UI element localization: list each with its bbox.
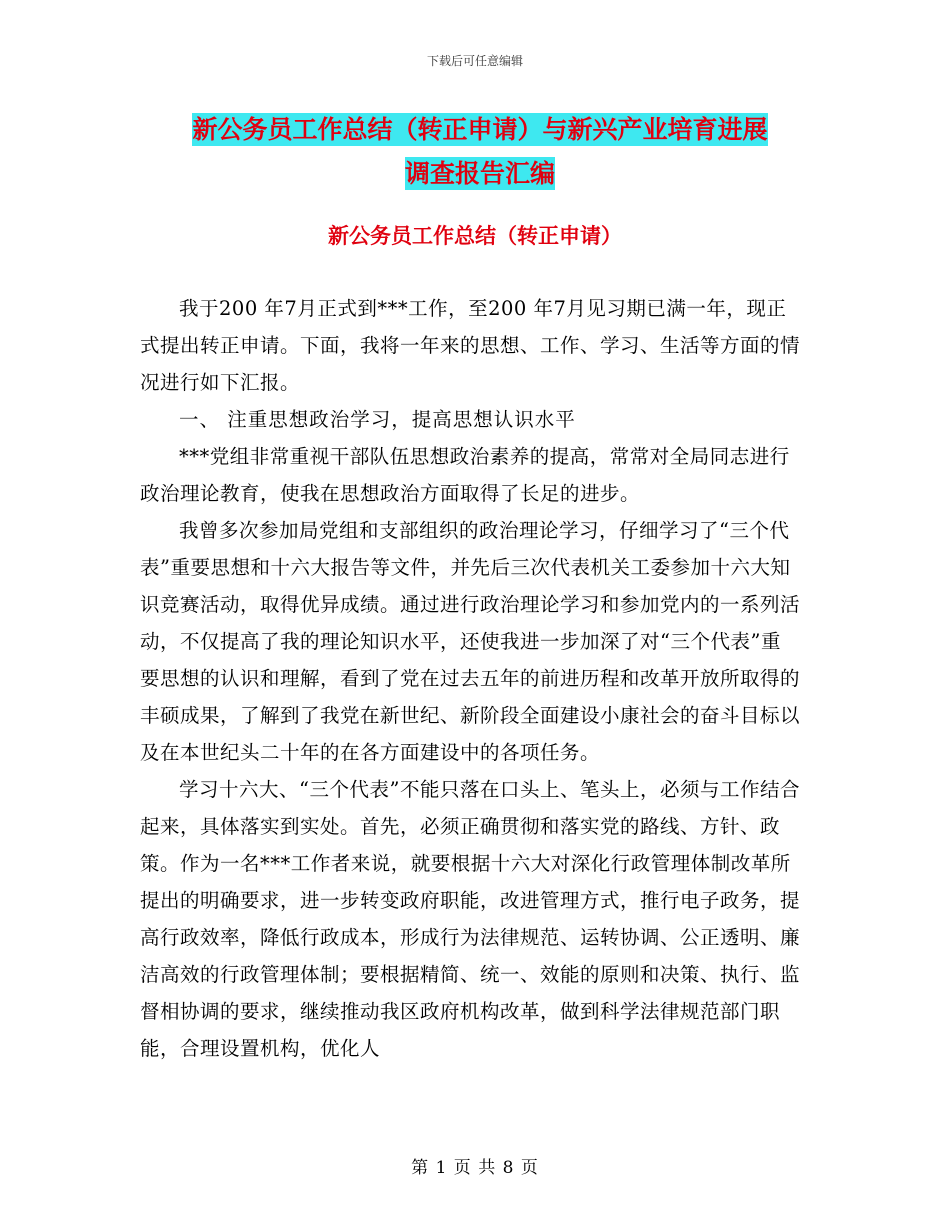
document-title-line-1: 新公务员工作总结（转正申请）与新兴产业培育进展 [192,115,768,144]
paragraph: 我曾多次参加局党组和支部组织的政治理论学习，仔细学习了“三个代表”重要思想和十六大报告等文件，并先后三次代表机关工委参加十六大知识竞赛活动，取得优异成绩。通过进行政治理论学习和参加党内的一系列活动，不仅提高了我的理论知识水平，还使我进一步加深了对“三个代表”重要思想的认识和理解，看到了党在过去五年的前进历程和改革开放所取得的丰硕成果，了解到了我党在新世纪、新阶段全面建设小康社会的奋斗目标以及在本世纪头二十年的在各方面建设中的各项任务。 [140,519,801,764]
header-note: 下载后可任意编辑 [426,54,523,68]
paragraph: 我于200 年7月正式到***工作，至200 年7月见习期已满一年，现正式提出转正申请。下面，我将一年来的思想、工作、学习、生活等方面的情况进行如下汇报。 [140,297,801,394]
paragraph-heading: 一、 注重思想政治学习，提高思想认识水平 [179,408,576,431]
page-number: 第 1 页 共 8 页 [411,1158,539,1178]
document-title [140,108,820,196]
paragraph: ***党组非常重视干部队伍思想政治素养的提高，常常对全局同志进行政治理论教育，使我在思想政治方面取得了长足的进步。 [140,445,790,505]
section-title: 新公务员工作总结（转正申请） [328,224,622,248]
body-text [140,290,800,1067]
document-title-line-2: 调查报告汇编 [404,159,555,188]
paragraph: 学习十六大、“三个代表”不能只落在口头上、笔头上，必须与工作结合起来，具体落实到实处。首先，必须正确贯彻和落实党的路线、方针、政策。作为一名***工作者来说，就要根据十六大对深化行政管理体制改革所提出的明确要求，进一步转变政府职能，改进管理方式，推行电子政务，提高行政效率，降低行政成本，形成行为法律规范、运转协调、公正透明、廉洁高效的行政管理体制；要根据精简、统一、效能的原则和决策、执行、监督相协调的要求，继续推动我区政府机构改革，做到科学法律规范部门职能，合理设置机构，优化人 [140,778,801,1060]
